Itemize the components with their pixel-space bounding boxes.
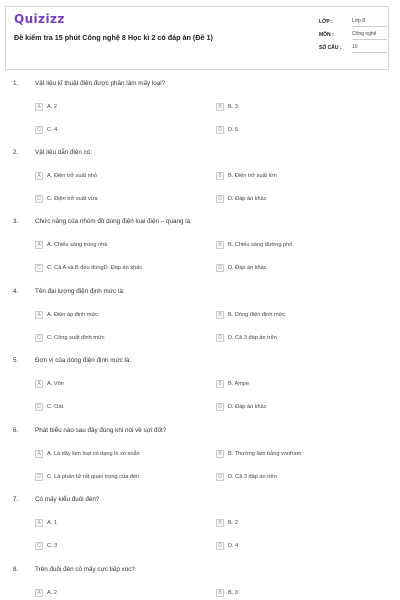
question-number: 4. bbox=[13, 288, 19, 295]
meta-value: Công nghệ bbox=[352, 29, 387, 40]
option-letter-badge: B bbox=[216, 380, 224, 388]
answer-option-c bbox=[35, 471, 139, 483]
option-letter-badge: C bbox=[35, 542, 43, 550]
option-letter-badge: D bbox=[216, 473, 224, 481]
meta-label: LỚP : bbox=[319, 18, 333, 25]
option-text: D. Đáp án khác bbox=[228, 265, 267, 271]
option-text: B. Ampe bbox=[228, 381, 250, 387]
option-text: B. Chiếu sáng đường phố bbox=[228, 242, 293, 248]
answer-option-a bbox=[35, 309, 98, 321]
option-letter-badge: B bbox=[216, 519, 224, 527]
answer-option-b bbox=[216, 239, 292, 251]
option-letter-badge: C bbox=[35, 264, 43, 272]
option-letter-badge: A bbox=[35, 172, 43, 180]
option-text: B. 2 bbox=[228, 520, 238, 526]
meta-label: MÔN : bbox=[319, 31, 334, 38]
option-text: A. Là dây kim loại có dạng lò xo xoắn bbox=[47, 451, 140, 457]
option-text: D. Đáp án khác bbox=[228, 404, 267, 410]
worksheet-meta bbox=[319, 15, 387, 54]
question-number: 1. bbox=[13, 80, 19, 87]
answer-option-b bbox=[216, 101, 238, 113]
meta-count-row bbox=[319, 41, 387, 54]
answer-option-a bbox=[35, 517, 57, 529]
option-text: D. 4 bbox=[228, 543, 239, 549]
option-text: D. Đáp án khác bbox=[228, 196, 267, 202]
option-letter-badge: C bbox=[35, 126, 43, 134]
option-letter-badge: B bbox=[216, 311, 224, 319]
option-letter-badge: B bbox=[216, 172, 224, 180]
answer-option-a bbox=[35, 587, 57, 599]
option-letter-badge: B bbox=[216, 241, 224, 249]
option-letter-badge: B bbox=[216, 450, 224, 458]
question-text: Vật liệu dẫn điện có: bbox=[35, 149, 93, 156]
option-text: B. 3 bbox=[228, 590, 238, 596]
answer-option-d bbox=[216, 540, 238, 552]
question-number: 8. bbox=[13, 566, 19, 573]
answer-option-b bbox=[216, 378, 249, 390]
option-text: D. 5 bbox=[228, 127, 239, 133]
option-letter-badge: B bbox=[216, 589, 224, 597]
answer-option-a bbox=[35, 448, 140, 460]
question-text: Phát biểu nào sau đây đúng khi nói về sợi đốt? bbox=[35, 427, 167, 434]
option-text: A. 1 bbox=[47, 520, 57, 526]
question-text: Chức năng của nhóm đồ dùng điện loại điện – quang là: bbox=[35, 218, 192, 225]
option-text: C. 3 bbox=[47, 543, 58, 549]
option-text: A. Vôn bbox=[47, 381, 64, 387]
worksheet-header bbox=[5, 6, 389, 70]
answer-option-c bbox=[35, 332, 105, 344]
meta-value: Lớp 8 bbox=[352, 16, 387, 27]
question-text: Trên đuôi đèn có mấy cực tiếp xúc? bbox=[35, 566, 135, 573]
option-letter-badge: A bbox=[35, 519, 43, 527]
answer-option-a bbox=[35, 378, 64, 390]
option-text: A. Điện áp định mức bbox=[47, 312, 99, 318]
answer-option-b bbox=[216, 587, 238, 599]
answer-option-d bbox=[216, 124, 238, 136]
answer-option-c bbox=[35, 262, 142, 274]
meta-subject-row bbox=[319, 28, 387, 41]
option-letter-badge: A bbox=[35, 380, 43, 388]
answer-option-b bbox=[216, 309, 285, 321]
answer-option-c bbox=[35, 540, 57, 552]
quizizz-logo: Quizizz bbox=[14, 12, 65, 26]
option-text: C. Oát bbox=[47, 404, 64, 410]
option-text: C. 4 bbox=[47, 127, 58, 133]
option-text: A. 2 bbox=[47, 590, 57, 596]
answer-option-c bbox=[35, 401, 63, 413]
option-letter-badge: D bbox=[216, 126, 224, 134]
answer-option-a bbox=[35, 239, 107, 251]
option-letter-badge: A bbox=[35, 103, 43, 111]
answer-option-a bbox=[35, 170, 97, 182]
option-text: D. Cả 3 đáp án trên bbox=[228, 474, 277, 480]
answer-option-b bbox=[216, 170, 277, 182]
question-number: 3. bbox=[13, 218, 19, 225]
option-text: B. 3 bbox=[228, 104, 238, 110]
option-letter-badge: D bbox=[216, 195, 224, 203]
option-letter-badge: A bbox=[35, 589, 43, 597]
option-text: C. Điện trở suất vừa bbox=[47, 196, 98, 202]
question-number: 7. bbox=[13, 496, 19, 503]
answer-option-c bbox=[35, 124, 57, 136]
question-text: Vật liệu kĩ thuật điện được phân làm mấy loại? bbox=[35, 80, 166, 87]
option-letter-badge: D bbox=[216, 334, 224, 342]
option-letter-badge: C bbox=[35, 403, 43, 411]
meta-class-row bbox=[319, 15, 387, 28]
option-text: B. Dòng điện định mức bbox=[228, 312, 286, 318]
answer-option-b bbox=[216, 448, 301, 460]
option-text: A. Điện trở suất nhỏ bbox=[47, 173, 97, 179]
option-text: C. Công suất định mức bbox=[47, 335, 105, 341]
meta-label: SỐ CÂU : bbox=[319, 44, 342, 51]
question-text: Có mấy kiểu đuôi đèn? bbox=[35, 496, 100, 503]
option-letter-badge: B bbox=[216, 103, 224, 111]
question-number: 5. bbox=[13, 357, 19, 364]
question-number: 6. bbox=[13, 427, 19, 434]
question-number: 2. bbox=[13, 149, 19, 156]
answer-option-b bbox=[216, 517, 238, 529]
option-text: D. Cả 3 đáp án trên bbox=[228, 335, 277, 341]
meta-value: 10 bbox=[352, 42, 387, 53]
option-letter-badge: C bbox=[35, 195, 43, 203]
worksheet-title: Đề kiểm tra 15 phút Công nghệ 8 Học kì 2 có đáp án (Đề 1) bbox=[14, 33, 213, 42]
answer-option-d bbox=[216, 471, 277, 483]
option-letter-badge: C bbox=[35, 334, 43, 342]
option-text: A. Chiếu sáng trong nhà bbox=[47, 242, 108, 248]
option-text: A. 2 bbox=[47, 104, 57, 110]
option-letter-badge: D bbox=[216, 542, 224, 550]
answer-option-d bbox=[216, 401, 267, 413]
option-letter-badge: A bbox=[35, 311, 43, 319]
option-text: B. Thường làm bằng vonfram bbox=[228, 451, 302, 457]
option-letter-badge: A bbox=[35, 241, 43, 249]
answer-option-d bbox=[216, 262, 267, 274]
option-letter-badge: D bbox=[216, 403, 224, 411]
question-text: Đơn vị của dòng điện định mức là: bbox=[35, 357, 132, 364]
option-text: C. Cả A và B đều đúngD. Đáp án khác bbox=[47, 265, 143, 271]
option-text: C. Là phần tử rất quan trọng của đèn bbox=[47, 474, 140, 480]
option-text: B. Điện trở suất lớn bbox=[228, 173, 277, 179]
option-letter-badge: C bbox=[35, 473, 43, 481]
question-text: Tên đại lượng điện định mức là: bbox=[35, 288, 125, 295]
option-letter-badge: A bbox=[35, 450, 43, 458]
answer-option-d bbox=[216, 332, 277, 344]
answer-option-d bbox=[216, 193, 267, 205]
answer-option-a bbox=[35, 101, 57, 113]
option-letter-badge: D bbox=[216, 264, 224, 272]
answer-option-c bbox=[35, 193, 98, 205]
